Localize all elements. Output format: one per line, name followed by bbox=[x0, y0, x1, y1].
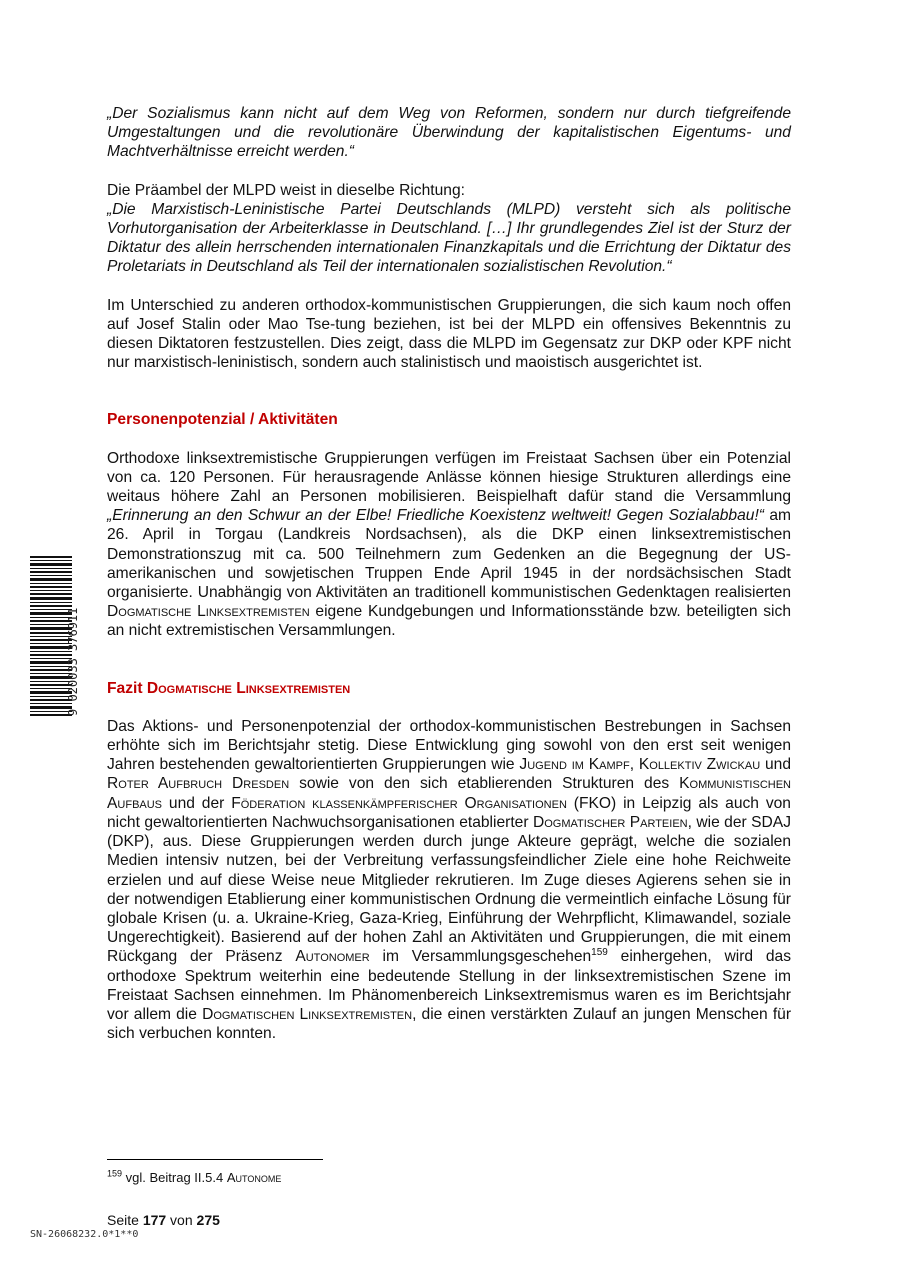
quote-praeambel: „Die Marxistisch-Leninistische Partei Deutschlands (MLPD) versteht sich als politische Vorhutorganisation der Arbeiterklasse in Deutschland. […] Ihr grundlegendes Ziel ist der Sturz der Diktatur des allein herrschenden internationalen Finanzkapitals und die Errichtung der Diktatur des Proletariats in Deutschland als Teil der internationalen sozialistischen Revolution.“ bbox=[107, 200, 791, 276]
event-title: „Erinnerung an den Schwur an der Elbe! Friedliche Koexistenz weltweit! Gegen Sozialabbau!“ bbox=[107, 507, 764, 525]
document-id: SN-26068232.0*1**0 bbox=[30, 1229, 139, 1240]
footnote-ref[interactable]: 159 bbox=[591, 947, 608, 959]
page-content bbox=[107, 104, 791, 1043]
footnote: $^{159}$ vgl. Beitrag II.5.4 Autonome bbox=[107, 1168, 282, 1185]
heading-fazit: Fazit Dogmatische Linksextremisten bbox=[107, 679, 351, 697]
quote-sozialismus: „Der Sozialismus kann nicht auf dem Weg von Reformen, sondern nur durch tiefgreifende Umgestaltungen und die revolutionäre Überwindung der kapitalistischen Eigentums- und Machtverhältnisse erreicht werden.“ bbox=[107, 105, 791, 161]
page-number: Seite 177 von 275 bbox=[107, 1212, 220, 1228]
barcode-number: 9 020033 376911 bbox=[66, 607, 80, 716]
paragraph-fazit: Das Aktions- und Personenpotenzial der orthodox-kommunistischen Bestrebungen in Sachsen erhöhte sich im Berichtsjahr stetig. Diese Entwicklung ging sowohl von den erst seit wenigen Jahren bestehenden gewaltorientierten Gruppierungen wie Jugend im Kampf, Kollektiv Zwickau und Roter Aufbruch Dresden sowie von den sich etablierenden Strukturen des Kommunistischen Aufbaus und der Föderation klassenkämpferischer Organisationen (FKO) in Leipzig als auch von nicht gewaltorientierten Nachwuchsorganisationen etablierter Dogmatischer Parteien, wie der SDAJ (DKP), aus. Diese Gruppierungen werden durch junge Akteure geprägt, welche die sozialen Medien intensiv nutzen, bei der Verbreitung verfassungsfeindlicher Ziele eine hohe Reichweite erzielen und auf diese Weise neue Mitglieder rekrutieren. Im Zuge dieses Agierens sehen sie in der notwendigen Etablierung einer kommunistischen Ordnung die vermeintlich einfache Lösung für globale Krisen (u. a. Ukraine-Krieg, Gaza-Krieg, Einführung der Wehrpflicht, Klimawandel, soziale Ungerechtigkeit). Basierend auf der hohen Zahl an Aktivitäten und Gruppierungen, die mit einem Rückgang der Präsenz Autonomer im Versammlungsgeschehen$^{159}$ einhergehen, wird das orthodoxe Spektrum weiterhin eine bedeutende Stellung in der linksextremistischen Szene im Freistaat Sachsen einnehmen. Im Phänomenbereich Linksextremismus waren es im Berichtsjahr vor allem die Dogmatischen Linksextremisten, die einen verstärkten Zulauf an jungen Menschen für sich verbuchen konnten. bbox=[107, 717, 792, 1043]
paragraph-personenpotenzial: Orthodoxe linksextremistische Gruppierungen verfügen im Freistaat Sachsen über ein Potenzial von ca. 120 Personen. Für herausragende Anlässe können hiesige Strukturen allerdings eine weitaus höhere Zahl an Personen mobilisieren. Beispielhaft dafür stand die Versammlung „Erinnerung an den Schwur an der Elbe! Friedliche Koexistenz weltweit! Gegen Sozialabbau!“ am 26. April in Torgau (Landkreis Nordsachsen), als die DKP einen linksextremistischen Demonstrationszug mit ca. 500 Teilnehmern zum Gedenken an die Begegnung der US-amerikanischen und sowjetischen Truppen Ende April 1945 in der nordsächsischen Stadt organisierte. Unabhängig von Aktivitäten an traditionell kommunistischen Gedenktagen realisierten Dogmatische Linksextremisten eigene Kundgebungen und Informationsstände bzw. beteiligten sich an nicht extremistischen Versammlungen. bbox=[107, 449, 791, 640]
footnote-divider bbox=[107, 1159, 323, 1160]
paragraph-unterschied: Im Unterschied zu anderen orthodox-kommunistischen Gruppierungen, die sich kaum noch offen auf Josef Stalin oder Mao Tse-tung beziehen, ist bei der MLPD ein offensives Bekenntnis zu diesen Diktatoren festzustellen. Dies zeigt, dass die MLPD im Gegensatz zur DKP oder KPF nicht nur marxistisch-leninistisch, sondern auch stalinistisch und maoistisch ausgerichtet ist. bbox=[107, 296, 791, 372]
heading-personenpotenzial: Personenpotenzial / Aktivitäten bbox=[107, 411, 338, 429]
preamble-intro: Die Präambel der MLPD weist in dieselbe Richtung: bbox=[107, 181, 465, 199]
